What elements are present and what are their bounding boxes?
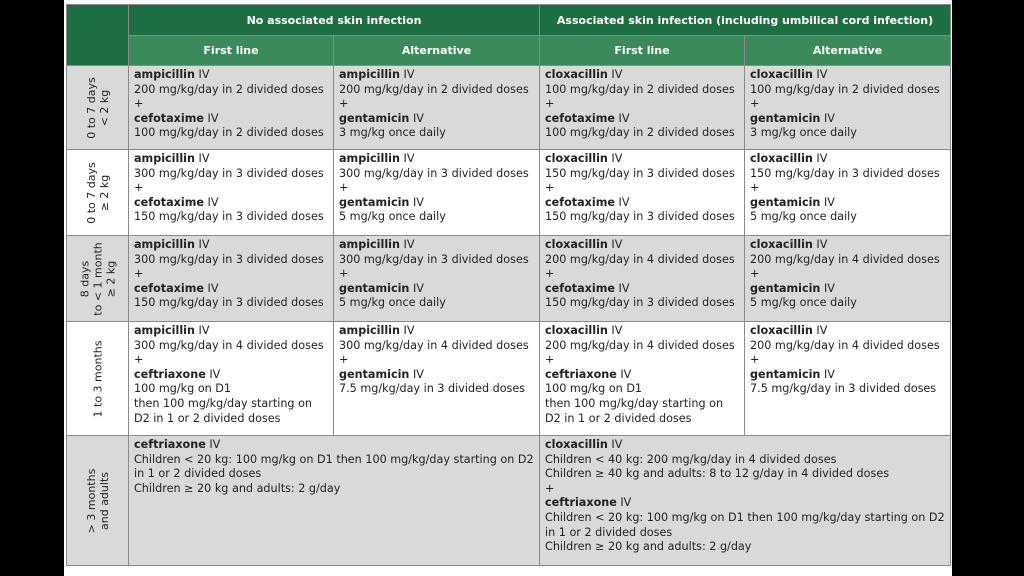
drug-name: gentamicin [750, 111, 821, 125]
drug-route: IV [616, 496, 632, 510]
drug-route: IV [616, 367, 632, 381]
dose-text: 5 mg/kg once daily [750, 210, 857, 224]
dose-text: 200 mg/kg/day in 2 divided doses [339, 82, 529, 96]
drug-name: cloxacillin [750, 238, 813, 251]
drug-name: gentamicin [339, 195, 410, 209]
drug-route: IV [205, 438, 221, 451]
drug-line [339, 368, 535, 383]
drug-route: IV [400, 238, 415, 251]
row-label-line: 8 days [78, 260, 91, 297]
dose-text: 150 mg/kg/day in 3 divided doses [134, 210, 324, 224]
row-label [67, 66, 129, 150]
drug-line [750, 112, 946, 127]
drug-route: IV [812, 324, 828, 337]
dose-text: 100 mg/kg on D1 [134, 382, 232, 396]
plus-sign: + [339, 181, 349, 195]
drug-line [134, 368, 329, 383]
antibiotic-table [66, 4, 951, 566]
dose-text: 5 mg/kg once daily [339, 296, 446, 310]
drug-route: IV [614, 195, 630, 209]
drug-name: cefotaxime [134, 281, 204, 295]
dose-text: 7.5 mg/kg/day in 3 divided doses [339, 382, 526, 396]
drug-line [545, 496, 946, 511]
dose-text: 300 mg/kg/day in 3 divided doses [339, 166, 529, 180]
document-page [64, 0, 952, 576]
drug-route: IV [820, 281, 835, 295]
table-row [67, 150, 951, 236]
row-label-line: < 2 kg [97, 89, 111, 126]
drug-route: IV [607, 68, 623, 81]
dose-text: in 1 or 2 divided doses [134, 467, 262, 481]
subheader-first-line: First line [540, 36, 745, 66]
plus-sign: + [545, 353, 555, 367]
drug-line [339, 112, 535, 127]
drug-line [750, 282, 946, 297]
plus-sign: + [750, 353, 760, 367]
dose-text: 150 mg/kg/day in 3 divided doses [545, 210, 735, 224]
drug-line [545, 368, 740, 383]
drug-route: IV [203, 111, 219, 125]
drug-route: IV [400, 68, 415, 81]
drug-route: IV [409, 111, 424, 125]
row-label [67, 150, 129, 236]
dose-text: 7.5 mg/kg/day in 3 divided doses [750, 382, 937, 396]
drug-name: cefotaxime [545, 195, 615, 209]
drug-route: IV [409, 281, 424, 295]
dose-cell [334, 150, 540, 236]
drug-line [339, 238, 535, 253]
group-header-skin-infection: Associated skin infection (including umbilical cord infection) [540, 5, 951, 36]
subheader-alternative: Alternative [745, 36, 951, 66]
drug-line [750, 68, 946, 83]
drug-line [339, 68, 535, 83]
drug-name: cefotaxime [545, 111, 615, 125]
drug-line [134, 238, 329, 253]
drug-name: ampicillin [339, 238, 400, 251]
row-label-line: > 3 months [84, 468, 98, 533]
drug-name: gentamicin [750, 281, 821, 295]
row-label [67, 236, 129, 322]
drug-line [545, 238, 740, 253]
drug-name: ampicillin [339, 68, 400, 81]
drug-route: IV [205, 367, 221, 381]
row-label-line: 0 to 7 days [84, 161, 98, 224]
drug-name: ceftriaxone [134, 367, 206, 381]
plus-sign: + [545, 97, 555, 111]
drug-name: cloxacillin [545, 152, 608, 165]
drug-name: ceftriaxone [545, 367, 617, 381]
dose-text: Children ≥ 20 kg and adults: 2 g/day [545, 540, 752, 554]
dose-text: in 1 or 2 divided doses [545, 525, 673, 539]
drug-route: IV [400, 152, 415, 165]
drug-line [339, 196, 535, 211]
dose-text: 300 mg/kg/day in 4 divided doses [134, 338, 324, 352]
dose-cell [540, 436, 951, 566]
drug-route: IV [812, 238, 828, 251]
drug-name: cloxacillin [545, 238, 608, 251]
drug-name: gentamicin [339, 281, 410, 295]
dose-text: 3 mg/kg once daily [750, 126, 857, 140]
drug-name: ampicillin [134, 238, 195, 251]
dose-cell [334, 66, 540, 150]
drug-route: IV [195, 152, 210, 165]
dose-text: 150 mg/kg/day in 3 divided doses [750, 166, 940, 180]
row-label-line: ≥ 2 kg [97, 174, 111, 211]
drug-line [750, 238, 946, 253]
dose-text: 100 mg/kg/day in 2 divided doses [545, 82, 735, 96]
row-label [67, 322, 129, 436]
plus-sign: + [545, 181, 555, 195]
drug-route: IV [820, 111, 835, 125]
dose-cell [129, 322, 334, 436]
dose-cell [745, 66, 951, 150]
table-row [67, 436, 951, 566]
drug-line [134, 68, 329, 83]
drug-line [750, 368, 946, 383]
table-row [67, 236, 951, 322]
drug-line [545, 152, 740, 167]
drug-route: IV [607, 152, 623, 165]
dose-text: 200 mg/kg/day in 4 divided doses [545, 338, 735, 352]
subheader-alternative: Alternative [334, 36, 540, 66]
dose-text: 100 mg/kg/day in 2 divided doses [545, 126, 735, 140]
drug-route: IV [195, 324, 210, 337]
plus-sign: + [545, 481, 555, 495]
dose-text: 200 mg/kg/day in 4 divided doses [545, 252, 735, 266]
drug-name: cloxacillin [545, 438, 608, 451]
drug-name: ampicillin [134, 324, 195, 337]
drug-name: cloxacillin [545, 324, 608, 337]
drug-line [134, 196, 329, 211]
dose-text: 200 mg/kg/day in 4 divided doses [750, 338, 940, 352]
dose-text: Children ≥ 20 kg and adults: 2 g/day [134, 481, 341, 495]
drug-name: cefotaxime [545, 281, 615, 295]
row-label-line: 1 to 3 months [91, 340, 104, 417]
dose-text: Children < 20 kg: 100 mg/kg on D1 then 100 mg/kg/day starting on D2 [134, 452, 534, 466]
dose-text: 100 mg/kg on D1 [545, 382, 643, 396]
plus-sign: + [134, 353, 144, 367]
drug-route: IV [195, 238, 210, 251]
row-label [67, 436, 129, 566]
dose-cell [540, 322, 745, 436]
drug-name: cloxacillin [750, 68, 813, 81]
drug-name: ceftriaxone [545, 496, 617, 510]
plus-sign: + [339, 353, 349, 367]
drug-name: cloxacillin [750, 152, 813, 165]
dose-cell [334, 322, 540, 436]
drug-name: gentamicin [339, 367, 410, 381]
drug-route: IV [400, 324, 415, 337]
drug-line [134, 438, 535, 453]
row-label-line: ≥ 2 kg [104, 260, 117, 297]
header-corner [67, 5, 129, 66]
drug-route: IV [203, 195, 219, 209]
dose-text: 150 mg/kg/day in 3 divided doses [545, 296, 735, 310]
drug-route: IV [203, 281, 219, 295]
dose-text: 5 mg/kg once daily [750, 296, 857, 310]
dose-text: 3 mg/kg once daily [339, 126, 446, 140]
dose-text: 300 mg/kg/day in 3 divided doses [134, 252, 324, 266]
dose-text: 200 mg/kg/day in 4 divided doses [750, 252, 940, 266]
dose-cell [540, 66, 745, 150]
dose-cell [129, 436, 540, 566]
plus-sign: + [339, 97, 349, 111]
drug-name: cefotaxime [134, 111, 204, 125]
plus-sign: + [750, 267, 760, 281]
drug-route: IV [607, 438, 623, 451]
row-label-line: and adults [97, 471, 111, 530]
dose-cell [540, 236, 745, 322]
dose-cell [129, 66, 334, 150]
dose-text: 200 mg/kg/day in 2 divided doses [134, 82, 324, 96]
drug-line [750, 324, 946, 339]
row-label-line: to < 1 month [91, 241, 104, 316]
drug-line [545, 282, 740, 297]
row-label-line: 0 to 7 days [84, 76, 98, 139]
drug-route: IV [820, 367, 835, 381]
drug-line [339, 282, 535, 297]
dose-cell [129, 150, 334, 236]
dose-cell [540, 150, 745, 236]
drug-line [339, 324, 535, 339]
drug-name: ampicillin [339, 324, 400, 337]
drug-line [545, 324, 740, 339]
plus-sign: + [750, 97, 760, 111]
dose-cell [334, 236, 540, 322]
drug-line [134, 152, 329, 167]
drug-route: IV [409, 195, 424, 209]
drug-route: IV [812, 152, 828, 165]
drug-line [750, 196, 946, 211]
dose-text: D2 in 1 or 2 divided doses [545, 411, 692, 425]
dose-text: Children < 40 kg: 200 mg/kg/day in 4 divided doses [545, 452, 837, 466]
drug-line [545, 112, 740, 127]
drug-name: ampicillin [339, 152, 400, 165]
dose-text: 300 mg/kg/day in 4 divided doses [339, 338, 529, 352]
dose-text: 150 mg/kg/day in 3 divided doses [545, 166, 735, 180]
drug-line [545, 438, 946, 453]
group-header-no-skin-infection: No associated skin infection [129, 5, 540, 36]
drug-route: IV [614, 281, 630, 295]
table-row [67, 322, 951, 436]
drug-route: IV [607, 324, 623, 337]
drug-name: ampicillin [134, 68, 195, 81]
dose-text: 5 mg/kg once daily [339, 210, 446, 224]
drug-name: ampicillin [134, 152, 195, 165]
dose-text: Children ≥ 40 kg and adults: 8 to 12 g/day in 4 divided doses [545, 467, 890, 481]
drug-line [134, 324, 329, 339]
drug-name: ceftriaxone [134, 438, 206, 451]
drug-line [545, 68, 740, 83]
dose-text: 100 mg/kg/day in 2 divided doses [134, 126, 324, 140]
plus-sign: + [134, 181, 144, 195]
plus-sign: + [545, 267, 555, 281]
dose-cell [745, 150, 951, 236]
dose-cell [745, 322, 951, 436]
table-row [67, 66, 951, 150]
dose-text: Children < 20 kg: 100 mg/kg on D1 then 100 mg/kg/day starting on D2 [545, 510, 945, 524]
drug-line [134, 282, 329, 297]
dose-cell [129, 236, 334, 322]
drug-route: IV [614, 111, 630, 125]
dose-text: then 100 mg/kg/day starting on [134, 396, 313, 410]
drug-name: cloxacillin [750, 324, 813, 337]
drug-route: IV [409, 367, 424, 381]
dose-text: 300 mg/kg/day in 3 divided doses [339, 252, 529, 266]
plus-sign: + [750, 181, 760, 195]
plus-sign: + [134, 267, 144, 281]
drug-line [750, 152, 946, 167]
dose-text: 100 mg/kg/day in 2 divided doses [750, 82, 940, 96]
drug-route: IV [820, 195, 835, 209]
drug-line [339, 152, 535, 167]
dose-text: 300 mg/kg/day in 3 divided doses [134, 166, 324, 180]
dose-text: D2 in 1 or 2 divided doses [134, 411, 281, 425]
drug-line [545, 196, 740, 211]
drug-route: IV [812, 68, 828, 81]
plus-sign: + [339, 267, 349, 281]
drug-route: IV [607, 238, 623, 251]
drug-name: gentamicin [750, 367, 821, 381]
drug-name: gentamicin [750, 195, 821, 209]
drug-route: IV [195, 68, 210, 81]
drug-name: cloxacillin [545, 68, 608, 81]
dose-text: 150 mg/kg/day in 3 divided doses [134, 296, 324, 310]
dose-cell [745, 236, 951, 322]
drug-name: gentamicin [339, 111, 410, 125]
drug-name: cefotaxime [134, 195, 204, 209]
drug-line [134, 112, 329, 127]
plus-sign: + [134, 97, 144, 111]
subheader-first-line: First line [129, 36, 334, 66]
dose-text: then 100 mg/kg/day starting on [545, 396, 724, 410]
